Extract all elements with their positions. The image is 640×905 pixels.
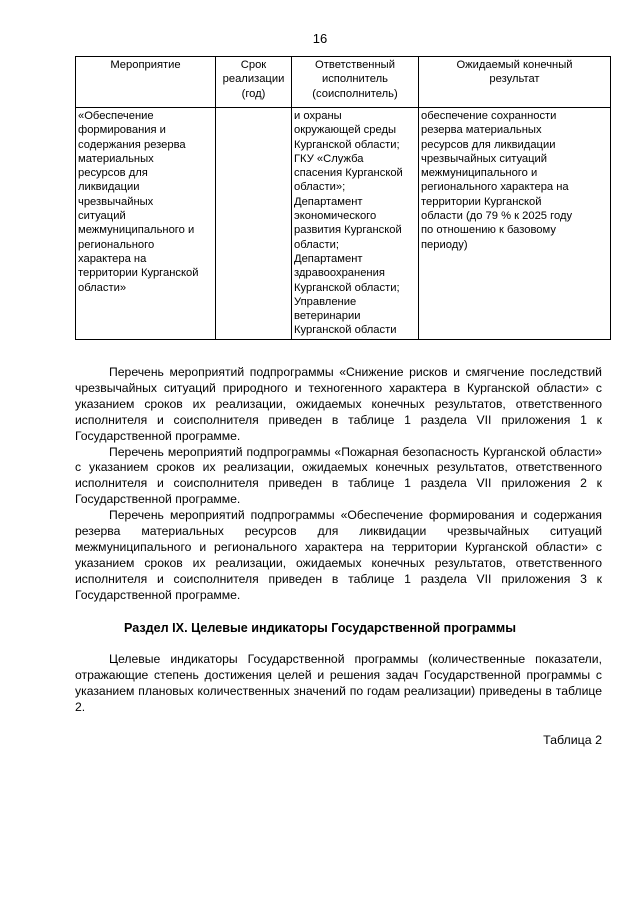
section-title: Раздел IX. Целевые индикаторы Государственной программы: [124, 621, 516, 635]
header-period: Срок реализации (год): [216, 57, 292, 108]
table-row: [76, 108, 611, 340]
header-executor: Ответственный исполнитель (соисполнитель): [292, 57, 419, 108]
paragraph-indicators: Целевые индикаторы Государственной программы (количественные показатели, отражающие степень достижения целей и решения задач Государственной программы с указанием плановых количественных значений по годам реализации) приведены в таблице 2.: [75, 652, 602, 714]
cell-measure: «Обеспечение формирования и содержания резерва материальных ресурсов для ликвидации чрезвычайных ситуаций межмуниципального и регионального характера на территории Курганской области»: [76, 108, 216, 340]
page-number: 16: [312, 31, 328, 46]
measures-table: [75, 56, 611, 340]
cell-executor: и охраны окружающей среды Курганской области; ГКУ «Служба спасения Курганской области»; Департамент экономического развития Курганской области; Департамент здравоохранения Курганской области; Управление ветеринарии Курганской области: [292, 108, 419, 340]
paragraph-subprogram-3: Перечень мероприятий подпрограммы «Обеспечение формирования и содержания резерва материальных ресурсов для ликвидации чрезвычайных ситуаций межмуниципального и регионального характера на территории Курганской области» с указанием сроков их реализации, ожидаемых конечных результатов, ответственного исполнителя и соисполнителя приведен в таблице 1 раздела VII приложения 3 к Государственной программе.: [75, 508, 602, 602]
table-label: Таблица 2: [543, 733, 602, 747]
header-result: Ожидаемый конечный результат: [419, 57, 611, 108]
measures-paragraphs: [75, 365, 602, 604]
cell-period: [216, 108, 292, 340]
header-measure: Мероприятие: [76, 57, 216, 108]
paragraph-subprogram-2: Перечень мероприятий подпрограммы «Пожарная безопасность Курганской области» с указанием сроков их реализации, ожидаемых конечных результатов, ответственного исполнителя и соисполнителя приведен в таблице 1 раздела VII приложения 2 к Государственной программе.: [75, 444, 602, 507]
table-header-row: [76, 57, 611, 108]
cell-result: обеспечение сохранности резерва материальных ресурсов для ликвидации чрезвычайных ситуаций межмуниципального и регионального характера на территории Курганской области (до 79 % к 2025 году по отношению к базовому периоду): [419, 108, 611, 340]
section-body: [75, 652, 602, 716]
paragraph-subprogram-1: Перечень мероприятий подпрограммы «Снижение рисков и смягчение последствий чрезвычайных ситуаций природного и техногенного характера в Курганской области» с указанием сроков их реализации, ожидаемых конечных результатов, ответственного исполнителя и соисполнителя приведен в таблице 1 раздела VII приложения 1 к Государственной программе.: [75, 365, 602, 443]
